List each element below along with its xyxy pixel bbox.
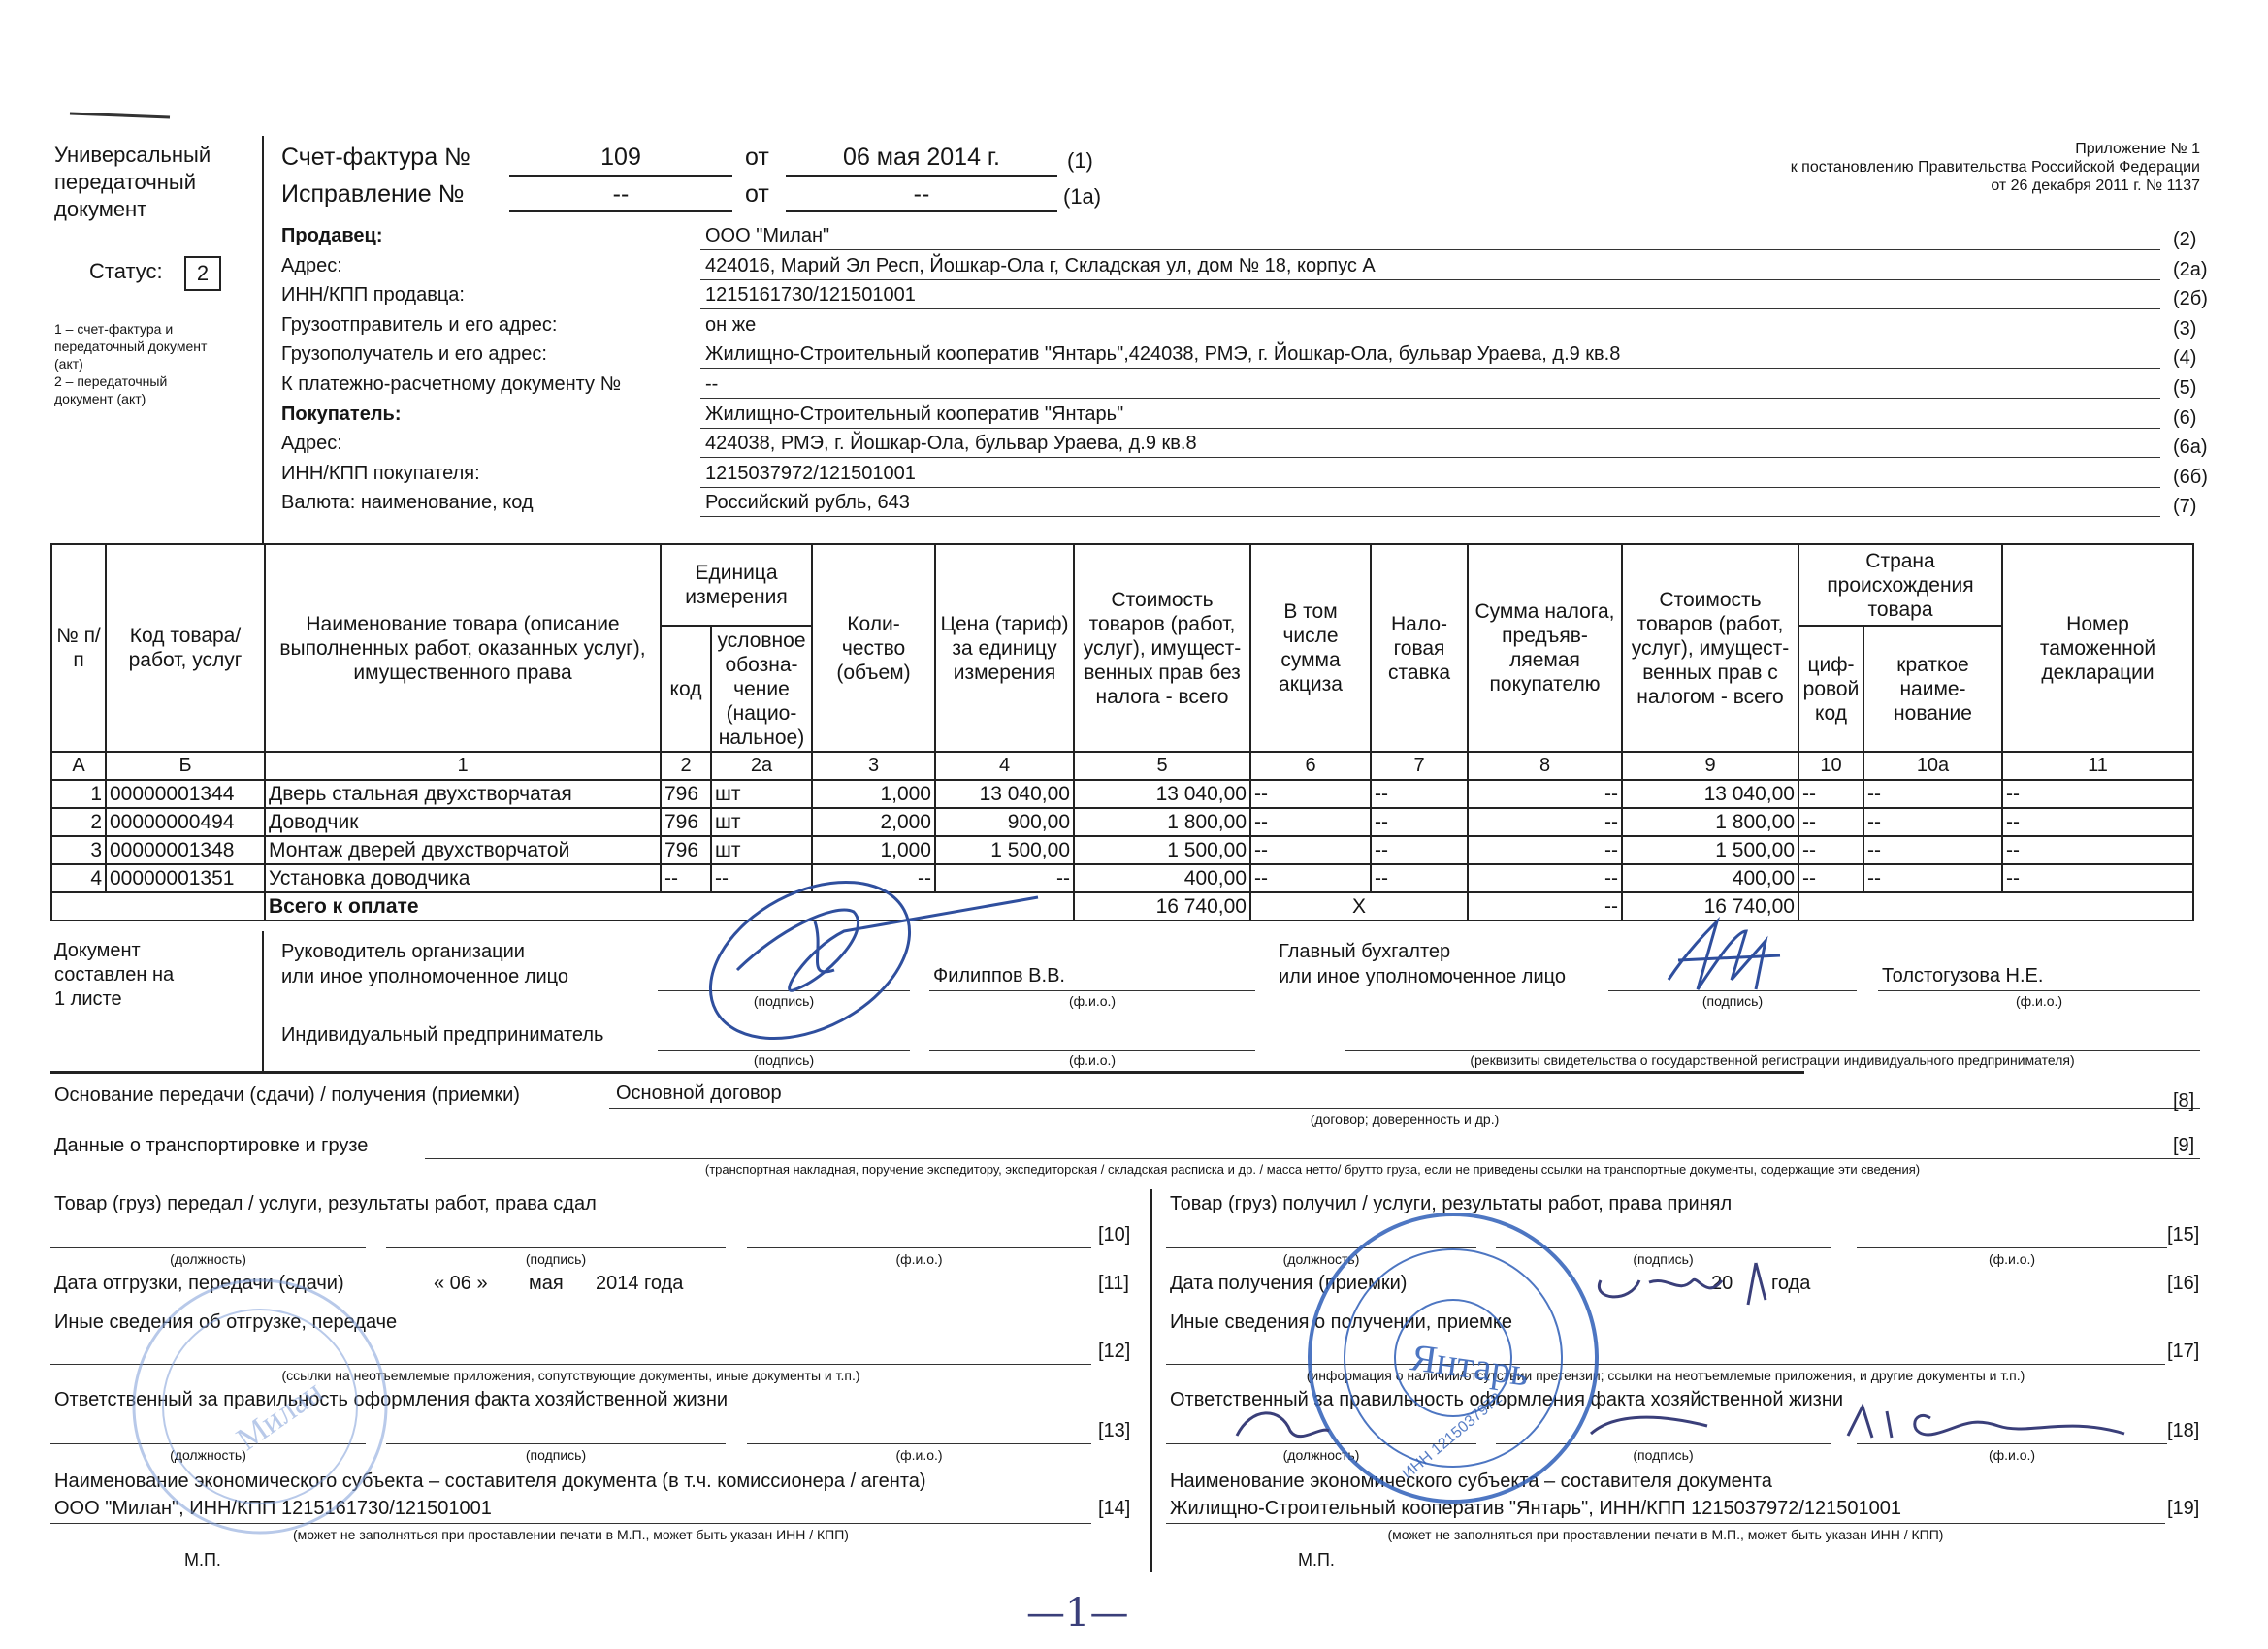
table-cell: шт <box>711 836 812 864</box>
correction-from-label: от <box>745 180 769 208</box>
basis-caption: (договор; доверенность и др.) <box>1310 1112 1500 1127</box>
total-with-tax: 16 740,00 <box>1622 892 1798 921</box>
index-cell: 10 <box>1798 752 1863 780</box>
handed-sig-caption: (подпись) <box>525 1251 587 1267</box>
index-cell: 10а <box>1863 752 2002 780</box>
status-label: Статус: <box>89 259 163 283</box>
code-16: [16] <box>2167 1273 2200 1294</box>
code-10: [10] <box>1098 1224 1131 1245</box>
table-cell: -- <box>711 864 812 892</box>
table-cell: -- <box>1798 836 1863 864</box>
handed-label: Товар (груз) передал / услуги, результаты работ, права сдал <box>54 1193 597 1214</box>
table-cell: 1 800,00 <box>1074 808 1250 836</box>
party-label: Грузоотправитель и его адрес: <box>281 314 558 336</box>
accountant-sig-caption: (подпись) <box>1701 993 1764 1009</box>
table-cell: -- <box>1798 808 1863 836</box>
accountant-label: Главный бухгалтер или иное уполномоченное лицо <box>1279 941 1567 987</box>
basis-value: Основной договор <box>616 1083 782 1104</box>
head-fio-caption: (ф.и.о.) <box>1068 993 1117 1009</box>
table-cell: -- <box>935 864 1074 892</box>
col-cost-no-tax: Стоимость товаров (работ, услуг), имущест-венных прав без налога - всего <box>1074 544 1250 752</box>
received-label: Товар (груз) получил / услуги, результаты работ, права принял <box>1170 1193 1733 1214</box>
code-14: [14] <box>1098 1498 1131 1519</box>
table-cell: 4 <box>51 864 106 892</box>
table-cell: 400,00 <box>1622 864 1798 892</box>
col-country: Страна происхождения товара <box>1798 544 2002 626</box>
table-cell: -- <box>1468 836 1622 864</box>
col-price: Цена (тариф) за единицу измерения <box>935 544 1074 752</box>
head-name: Филиппов В.В. <box>933 965 1065 986</box>
party-code: (2) <box>2173 229 2197 250</box>
ship-resp-fio-caption: (ф.и.о.) <box>895 1447 943 1463</box>
party-code: (3) <box>2173 318 2197 340</box>
status-note: 1 – счет-фактура и передаточный документ (акт) 2 – передаточный документ (акт) <box>54 321 208 406</box>
seller-stamp-center: Милан <box>230 1374 330 1458</box>
index-cell: 8 <box>1468 752 1622 780</box>
accountant-name: Толстогузова Н.Е. <box>1882 965 2044 986</box>
table-cell: 2,000 <box>812 808 935 836</box>
seller-entity-label: Наименование экономического субъекта – составителя документа (в т.ч. комиссионера / агента) <box>54 1471 926 1492</box>
party-code: (5) <box>2173 377 2197 399</box>
accountant-fio-caption: (ф.и.о.) <box>2015 993 2063 1009</box>
ship-resp-pos-caption: (должность) <box>170 1447 246 1463</box>
party-label: К платежно-расчетному документу № <box>281 373 622 395</box>
party-code: (2а) <box>2173 259 2208 280</box>
party-label: Адрес: <box>281 433 342 454</box>
table-row <box>51 864 2193 892</box>
recv-date-label: Дата получения (приемки) <box>1170 1273 1408 1294</box>
index-cell: Б <box>106 752 265 780</box>
entrepreneur-sig-caption: (подпись) <box>753 1052 815 1068</box>
party-value: он же <box>705 314 757 336</box>
index-cell: 4 <box>935 752 1074 780</box>
table-cell: -- <box>2002 864 2193 892</box>
buyer-entity-value: Жилищно-Строительный кооператив "Янтарь", ИНН/КПП 1215037972/121501001 <box>1170 1498 1901 1519</box>
invoice-date: 06 мая 2014 г. <box>843 144 1000 171</box>
recv-other-label: Иные сведения о получении, приемке <box>1170 1311 1512 1333</box>
party-label: Адрес: <box>281 255 342 276</box>
table-cell: 400,00 <box>1074 864 1250 892</box>
requisites-caption: (реквизиты свидетельства о государственной регистрации индивидуального предпринимателя) <box>1470 1052 2075 1068</box>
correction-number: -- <box>612 180 630 208</box>
table-cell: -- <box>1250 808 1371 836</box>
party-value: 424016, Марий Эл Респ, Йошкар-Ола г, Складская ул, дом № 18, корпус А <box>705 255 1376 276</box>
ship-date-label: Дата отгрузки, передачи (сдачи) <box>54 1273 344 1294</box>
index-cell: 2 <box>661 752 711 780</box>
code-15: [15] <box>2167 1224 2200 1245</box>
party-value: -- <box>705 373 719 395</box>
party-code: (6) <box>2173 407 2197 429</box>
head-sig-caption: (подпись) <box>753 993 815 1009</box>
recv-other-caption: (информация о наличии/отсутствии претензии; ссылки на неотъемлемые приложения, и другие документы и т.п.) <box>1306 1368 2025 1383</box>
head-label: Руководитель организации или иное уполномоченное лицо <box>281 941 569 987</box>
party-label: ИНН/КПП покупателя: <box>281 463 480 484</box>
correction-code: (1а) <box>1063 184 1102 209</box>
col-country-name: краткое наиме-нование <box>1863 626 2002 752</box>
total-row <box>51 892 2193 921</box>
table-cell: -- <box>812 864 935 892</box>
entrepreneur-label: Индивидуальный предприниматель <box>281 1024 604 1046</box>
code-19: [19] <box>2167 1498 2200 1519</box>
invoice-from-label: от <box>745 144 769 171</box>
table-cell: 796 <box>661 780 711 808</box>
party-label: Грузополучатель и его адрес: <box>281 343 547 365</box>
table-cell: 900,00 <box>935 808 1074 836</box>
table-cell: 3 <box>51 836 106 864</box>
accountant-signature <box>1669 922 1780 989</box>
party-code: (2б) <box>2173 288 2208 309</box>
party-value: 1215037972/121501001 <box>705 463 916 484</box>
pen-mark <box>70 113 170 117</box>
doc-pages: Документ составлен на 1 листе <box>54 940 175 1010</box>
table-cell: шт <box>711 780 812 808</box>
recv-year-suffix: года <box>1771 1273 1811 1294</box>
party-code: (6б) <box>2173 467 2208 488</box>
transport-caption: (транспортная накладная, поручение экспедитору, экспедиторская / складская расписка и др. / масса нетто/ брутто груза, если не приведены ссылки на транспортные документы, содержащие эти сведения) <box>704 1162 1921 1177</box>
ship-other-label: Иные сведения об отгрузке, передаче <box>54 1311 398 1333</box>
col-excise: В том числе сумма акциза <box>1250 544 1371 752</box>
index-cell: 11 <box>2002 752 2193 780</box>
recv-resp-sig-caption: (подпись) <box>1633 1447 1694 1463</box>
total-no-tax: 16 740,00 <box>1074 892 1250 921</box>
transport-code: [9] <box>2173 1135 2195 1156</box>
recv-resp-label: Ответственный за правильность оформления факта хозяйственной жизни <box>1170 1389 1844 1410</box>
col-customs: Номер таможенной декларации <box>2002 544 2193 752</box>
bottom-divider <box>1150 1189 1152 1572</box>
seller-entity-value: ООО "Милан", ИНН/КПП 1215161730/121501001 <box>54 1498 492 1519</box>
recv-year: 20 <box>1711 1273 1733 1294</box>
party-value: Жилищно-Строительный кооператив "Янтарь" <box>705 404 1124 425</box>
table-cell: 00000001351 <box>106 864 265 892</box>
ship-other-caption: (ссылки на неотъемлемые приложения, сопутствующие документы, иные документы и т.п.) <box>281 1368 860 1383</box>
received-sig-caption: (подпись) <box>1633 1251 1694 1267</box>
handed-fio-caption: (ф.и.о.) <box>895 1251 943 1267</box>
table-cell: -- <box>1798 864 1863 892</box>
received-pos-caption: (должность) <box>1282 1251 1360 1267</box>
table-row <box>51 836 2193 864</box>
table-cell: 1 500,00 <box>935 836 1074 864</box>
table-cell: -- <box>661 864 711 892</box>
table-cell: -- <box>1468 780 1622 808</box>
col-unit-code: код <box>661 626 711 752</box>
invoice-number: 109 <box>600 144 641 171</box>
receipt-handwriting <box>1599 1263 1766 1305</box>
party-value: 424038, РМЭ, г. Йошкар-Ола, бульвар Ураева, д.9 кв.8 <box>705 433 1197 454</box>
party-label: Покупатель: <box>281 404 402 425</box>
index-cell: 9 <box>1622 752 1798 780</box>
col-tax-rate: Нало-говая ставка <box>1371 544 1468 752</box>
buyer-stamp-center: Янтарь <box>1408 1335 1532 1395</box>
invoice-label: Счет-фактура № <box>281 144 470 171</box>
page-number: —1— <box>1026 1591 1129 1635</box>
table-cell: -- <box>2002 836 2193 864</box>
table-cell: Доводчик <box>265 808 661 836</box>
party-code: (4) <box>2173 347 2197 369</box>
buyer-entity-label: Наименование экономического субъекта – составителя документа <box>1170 1471 1772 1492</box>
index-cell: А <box>51 752 106 780</box>
basis-code: [8] <box>2173 1090 2195 1112</box>
entrepreneur-fio-caption: (ф.и.о.) <box>1068 1052 1117 1068</box>
table-cell: -- <box>2002 780 2193 808</box>
col-unit-name: условное обозна-чение (нацио-нальное) <box>711 626 812 752</box>
table-cell: -- <box>1468 808 1622 836</box>
code-18: [18] <box>2167 1420 2200 1441</box>
seller-entity-caption: (может не заполняться при проставлении печати в М.П., может быть указан ИНН / КПП) <box>293 1527 849 1542</box>
table-cell: 00000001348 <box>106 836 265 864</box>
table-cell: -- <box>1371 780 1468 808</box>
total-blank <box>51 892 265 921</box>
code-17: [17] <box>2167 1341 2200 1362</box>
table-cell: -- <box>1250 836 1371 864</box>
basis-label: Основание передачи (сдачи) / получения (приемки) <box>54 1084 520 1106</box>
table-cell: Монтаж дверей двухстворчатой <box>265 836 661 864</box>
col-code: Код товара/ работ, услуг <box>106 544 265 752</box>
status-value: 2 <box>184 256 221 291</box>
table-cell: Дверь стальная двухстворчатая <box>265 780 661 808</box>
correction-date: -- <box>913 180 930 208</box>
table-cell: 1 <box>51 780 106 808</box>
ship-year: 2014 года <box>596 1273 684 1294</box>
party-value: Жилищно-Строительный кооператив "Янтарь",424038, РМЭ, г. Йошкар-Ола, бульвар Ураева, д.9 кв.8 <box>705 343 1621 365</box>
party-value: Российский рубль, 643 <box>705 492 910 513</box>
index-cell: 1 <box>265 752 661 780</box>
code-13: [13] <box>1098 1420 1131 1441</box>
code-11: [11] <box>1098 1273 1129 1294</box>
ship-resp-sig-caption: (подпись) <box>525 1447 587 1463</box>
col-tax-sum: Сумма налога, предъяв-ляемая покупателю <box>1468 544 1622 752</box>
goods-body <box>51 752 2193 921</box>
table-cell: -- <box>1371 808 1468 836</box>
table-cell: 2 <box>51 808 106 836</box>
col-name: Наименование товара (описание выполненных работ, оказанных услуг), имущественного права <box>265 544 661 752</box>
table-cell: -- <box>1371 836 1468 864</box>
table-cell: 1 500,00 <box>1622 836 1798 864</box>
col-country-code: циф-ровой код <box>1798 626 1863 752</box>
doc-type-title: Универсальный передаточный документ <box>54 143 211 221</box>
table-cell: -- <box>1863 780 2002 808</box>
table-cell: 13 040,00 <box>1074 780 1250 808</box>
buyer-entity-caption: (может не заполняться при проставлении печати в М.П., может быть указан ИНН / КПП) <box>1387 1527 1944 1542</box>
appendix-note: Приложение № 1 к постановлению Правительства Российской Федерации от 26 декабря 2011 г. № 1137 <box>1790 141 2200 194</box>
total-tax: -- <box>1468 892 1622 921</box>
index-cell: 7 <box>1371 752 1468 780</box>
table-cell: 796 <box>661 808 711 836</box>
table-cell: 00000001344 <box>106 780 265 808</box>
ship-day: « 06 » <box>434 1273 488 1294</box>
party-value: ООО "Милан" <box>705 225 830 246</box>
handed-pos-caption: (должность) <box>170 1251 246 1267</box>
recv-resp-pos-caption: (должность) <box>1282 1447 1360 1463</box>
transport-label: Данные о транспортировке и грузе <box>54 1135 369 1156</box>
received-fio-caption: (ф.и.о.) <box>1988 1251 2036 1267</box>
left-divider <box>262 136 264 543</box>
ship-resp-label: Ответственный за правильность оформления факта хозяйственной жизни <box>54 1389 729 1410</box>
table-cell: 1,000 <box>812 780 935 808</box>
table-cell: Установка доводчика <box>265 864 661 892</box>
table-cell: -- <box>1250 864 1371 892</box>
table-cell: 1 800,00 <box>1622 808 1798 836</box>
table-cell: -- <box>1863 836 2002 864</box>
ship-month: мая <box>529 1273 564 1294</box>
col-qty: Коли-чество (объем) <box>812 544 935 752</box>
party-label: ИНН/КПП продавца: <box>281 284 465 306</box>
recv-resp-fio-caption: (ф.и.о.) <box>1988 1447 2036 1463</box>
col-cost-with-tax: Стоимость товаров (работ, услуг), имущест-венных прав с налогом - всего <box>1622 544 1798 752</box>
index-cell: 6 <box>1250 752 1371 780</box>
party-code: (6а) <box>2173 436 2208 458</box>
table-cell: -- <box>1371 864 1468 892</box>
table-cell: -- <box>1863 864 2002 892</box>
total-blank-right <box>1798 892 2193 921</box>
index-cell: 3 <box>812 752 935 780</box>
col-num: № п/п <box>51 544 106 752</box>
table-cell: 1 500,00 <box>1074 836 1250 864</box>
table-cell: 1,000 <box>812 836 935 864</box>
table-cell: 796 <box>661 836 711 864</box>
total-label: Всего к оплате <box>265 892 1074 921</box>
table-cell: -- <box>2002 808 2193 836</box>
table-row <box>51 780 2193 808</box>
table-cell: -- <box>1468 864 1622 892</box>
table-cell: -- <box>1863 808 2002 836</box>
party-label: Продавец: <box>281 225 383 246</box>
table-cell: 00000000494 <box>106 808 265 836</box>
party-code: (7) <box>2173 496 2197 517</box>
table-cell: 13 040,00 <box>935 780 1074 808</box>
party-label: Валюта: наименование, код <box>281 492 534 513</box>
table-row <box>51 808 2193 836</box>
table-cell: 13 040,00 <box>1622 780 1798 808</box>
total-excise-mark: X <box>1250 892 1468 921</box>
seller-mp: М.П. <box>184 1550 221 1569</box>
code-12: [12] <box>1098 1341 1131 1362</box>
index-cell: 2а <box>711 752 812 780</box>
correction-label: Исправление № <box>281 180 465 208</box>
table-cell: -- <box>1798 780 1863 808</box>
goods-table <box>50 543 2194 922</box>
index-cell: 5 <box>1074 752 1250 780</box>
table-cell: шт <box>711 808 812 836</box>
buyer-mp: М.П. <box>1298 1550 1335 1569</box>
col-unit: Единица измерения <box>661 544 812 626</box>
invoice-code: (1) <box>1067 148 1093 173</box>
party-value: 1215161730/121501001 <box>705 284 916 306</box>
table-cell: -- <box>1250 780 1371 808</box>
buyer-stamp-inn: ИНН 1215037972 <box>1399 1390 1506 1483</box>
